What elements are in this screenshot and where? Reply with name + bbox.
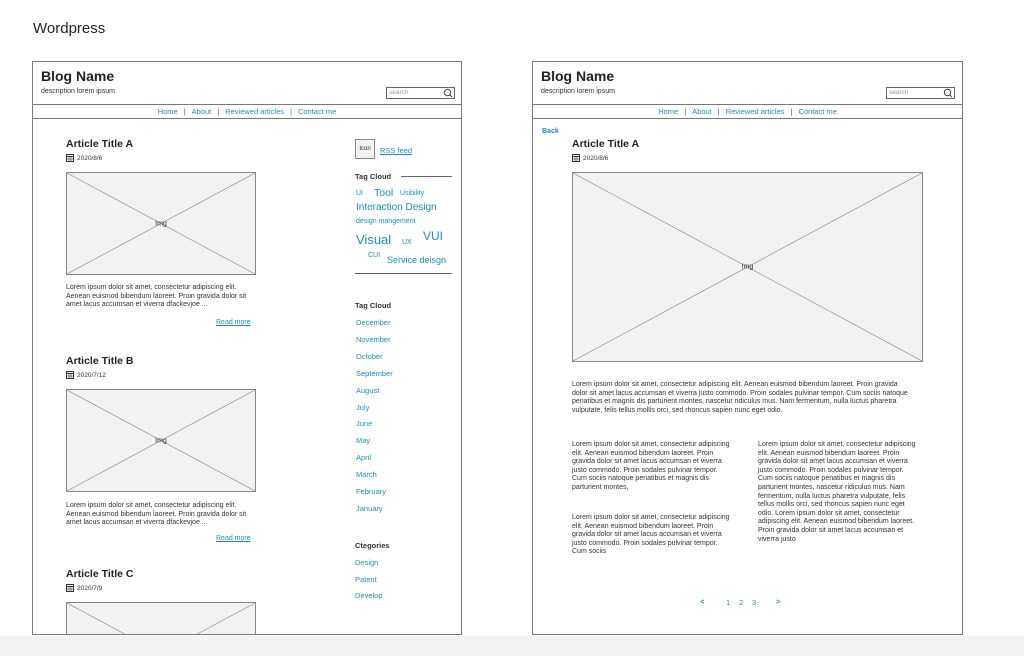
bottom-scroll-area: [0, 636, 1024, 656]
tag-ux[interactable]: UX: [402, 239, 412, 246]
article-title[interactable]: Article Title C: [66, 568, 134, 580]
archive-month-link[interactable]: February: [356, 487, 387, 496]
pagination-page-1[interactable]: 1: [726, 598, 731, 607]
article-column-2: Lorem ipsum dolor sit amet, consectetur adipiscing elit. Aenean euismod bibendum laoreet. Proin gravida dolor sit amet lacus accumsan et viverra justo commodo. Proin sodales pulvinar tempor. Cum sociis natoque penatibus et magnis dis parturient montes, nascetur ridiculus mus. Nam fermentum, nulla luctus pharetra vulputate, felis tellus mollis orci, sed rhoncus sapien nunc eget odio. Lorem ipsum dolor sit amet, consectetur adipiscing elit. Aenean euismod bibendum laoreet. Proin gravida dolor sit amet lacus accumsan et viverra justo: [758, 441, 916, 543]
blog-name[interactable]: Blog Name: [41, 68, 115, 84]
article-date: [572, 154, 608, 162]
read-more-link[interactable]: Read more: [216, 535, 251, 542]
main-nav: Home | About | Reviewed articles | Contact me: [533, 104, 962, 119]
archive-month-link[interactable]: July: [356, 402, 370, 412]
search-input[interactable]: [886, 87, 955, 99]
nav-home[interactable]: Home: [658, 107, 679, 116]
nav-about[interactable]: About: [692, 107, 712, 116]
search-placeholder: search: [889, 89, 909, 96]
article-date-text: 2020/8/6: [583, 154, 609, 162]
category-link[interactable]: Patent: [355, 574, 377, 584]
article-title: Article Title A: [572, 138, 640, 150]
page-heading: Wordpress: [33, 20, 106, 37]
tag-design-mangement[interactable]: design mangement: [356, 218, 416, 225]
main-nav: Home | About | Reviewed articles | Contact me: [33, 104, 461, 119]
tag-tool[interactable]: Tool: [374, 187, 394, 199]
archive-month-link[interactable]: September: [356, 368, 393, 378]
image-label: Img: [741, 263, 754, 271]
search-input[interactable]: [386, 87, 455, 99]
article-excerpt: Lorem ipsum dolor sit amet, consectetur adipiscing elit. Aenean euismod bibendum laoreet. Proin gravida dolor sit amet lacus accumsan et viverra dfackevjoe ...: [66, 502, 247, 527]
back-link[interactable]: Back: [542, 128, 559, 135]
article-detail-wireframe: [532, 61, 963, 635]
archive-month-link[interactable]: June: [356, 419, 373, 429]
calendar-icon: [572, 154, 580, 162]
archive-heading: Tag Cloud: [355, 301, 392, 310]
pagination-page-2[interactable]: 2: [739, 598, 744, 607]
archive-month-link[interactable]: May: [356, 436, 371, 446]
article-column-1-continued: Lorem ipsum dolor sit amet, consectetur adipiscing elit. Aenean euismod bibendum laoreet. Proin gravida dolor sit amet lacus accumsan et viverra justo commodo. Proin sodales pulvinar tempor. Cum sociis: [572, 514, 730, 556]
rss-icon: Icon: [355, 139, 375, 159]
archive-month-link[interactable]: April: [356, 453, 372, 463]
calendar-icon: [66, 584, 74, 592]
archive-month-link[interactable]: August: [356, 385, 380, 395]
calendar-icon: [66, 371, 74, 379]
archive-month-link[interactable]: December: [356, 318, 391, 327]
tag-cloud-heading: Tag Cloud: [355, 172, 392, 181]
pagination-next[interactable]: >: [776, 597, 781, 606]
article-date: [66, 584, 102, 592]
categories-heading: Ctegories: [355, 541, 390, 550]
nav-reviewed-articles[interactable]: Reviewed articles: [225, 107, 284, 116]
archive-month-link[interactable]: March: [356, 470, 377, 480]
article-date-text: 2020/8/6: [77, 154, 103, 162]
article-date: [66, 154, 102, 162]
rss-feed-link[interactable]: RSS feed: [380, 146, 413, 155]
blog-name[interactable]: Blog Name: [541, 68, 615, 84]
tag-ui[interactable]: UI: [356, 190, 363, 197]
search-icon[interactable]: [943, 88, 953, 98]
blog-list-wireframe: [32, 61, 462, 635]
article-column-1: Lorem ipsum dolor sit amet, consectetur adipiscing elit. Aenean euismod bibendum laoreet. Proin gravida dolor sit amet lacus accumsan et viverra justo commodo. Proin sodales pulvinar tempor. Cum sociis natoque penatibus et magnis dis parturient montes,: [572, 441, 730, 491]
pagination-page-3[interactable]: 3: [752, 598, 757, 607]
tag-vui[interactable]: VUI: [423, 229, 444, 243]
nav-home[interactable]: Home: [157, 107, 178, 116]
search-icon[interactable]: [443, 88, 453, 98]
blog-description: description lorem ipsum: [541, 88, 615, 95]
archive-month-link[interactable]: October: [356, 351, 383, 361]
article-image: [66, 389, 256, 492]
search-placeholder: search: [389, 89, 409, 96]
article-image: [66, 602, 256, 635]
tag-service-deisgn[interactable]: Service deisgn: [387, 255, 447, 265]
category-link[interactable]: Design: [355, 558, 379, 567]
read-more-link[interactable]: Read more: [216, 319, 251, 326]
category-link[interactable]: Develop: [355, 591, 383, 600]
article-intro: Lorem ipsum dolor sit amet, consectetur adipiscing elit. Aenean euismod bibendum laoreet. Proin gravida dolor sit amet lacus accumsan et viverra justo commodo. Proin sodales pulvinar tempor. Cum sociis natoque penatibus et magnis dis parturient montes, nascetur ridiculus mus. Nam fermentum, nulla luctus pharetra vulputate, felis tellus mollis orci, sed rhoncus sapien nunc eget odio.: [572, 381, 908, 414]
tag-cui[interactable]: CUI: [368, 252, 381, 259]
nav-contact-me[interactable]: Contact me: [798, 107, 837, 116]
article-date-text: 2020/7/12: [77, 371, 106, 379]
archive-month-link[interactable]: November: [356, 334, 391, 344]
divider: [355, 273, 452, 274]
nav-about[interactable]: About: [191, 107, 212, 116]
article-image: [66, 172, 256, 275]
divider: [401, 176, 452, 177]
pagination-prev[interactable]: <: [700, 597, 705, 606]
article-date-text: 2020/7/9: [77, 584, 103, 592]
article-title[interactable]: Article Title B: [66, 355, 134, 367]
article-date: [66, 371, 106, 379]
tag-interaction-design[interactable]: Interaction Design: [356, 202, 437, 213]
article-hero-image: [572, 172, 923, 362]
nav-reviewed-articles[interactable]: Reviewed articles: [725, 107, 785, 116]
tag-visual[interactable]: Visual: [356, 232, 392, 247]
article-excerpt: Lorem ipsum dolor sit amet, consectetur adipiscing elit. Aenean euismod bibendum laoreet. Proin gravida dolor sit amet lacus accumsan et viverra dfackevjoe ...: [66, 284, 247, 309]
image-label: Img: [155, 437, 167, 444]
blog-description: description lorem ipsum: [41, 88, 115, 95]
nav-contact-me[interactable]: Contact me: [297, 107, 337, 116]
calendar-icon: [66, 154, 74, 162]
tag-usibility[interactable]: Usibility: [400, 190, 425, 197]
image-label: Img: [155, 220, 167, 227]
article-title[interactable]: Article Title A: [66, 138, 134, 150]
archive-month-link[interactable]: January: [356, 503, 383, 513]
